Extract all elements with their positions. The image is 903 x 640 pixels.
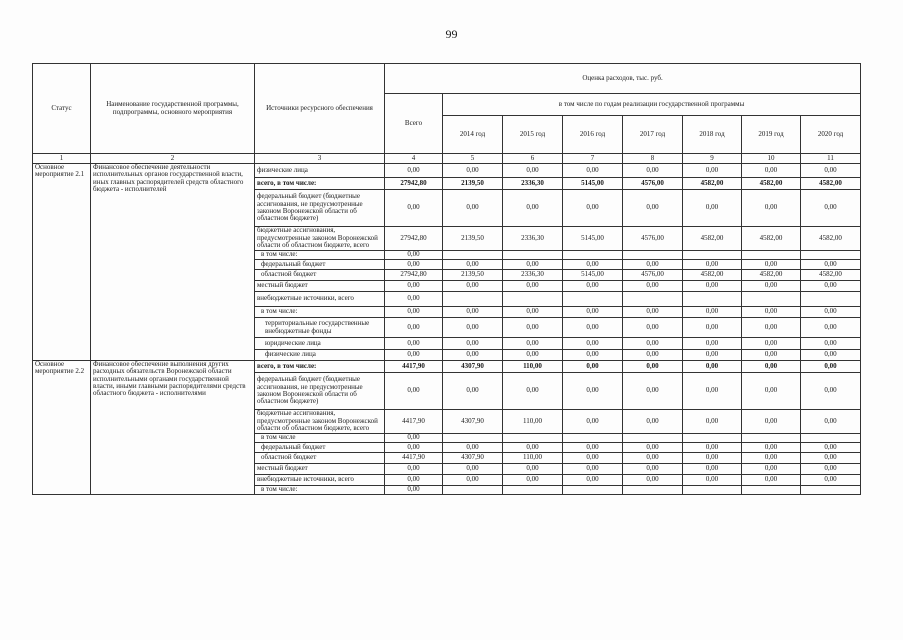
value-cell bbox=[683, 486, 742, 495]
value-cell: 0,00 bbox=[742, 443, 801, 453]
value-cell: 2336,30 bbox=[503, 178, 563, 190]
value-cell: 4582,00 bbox=[742, 270, 801, 281]
value-cell bbox=[683, 434, 742, 443]
column-number: 8 bbox=[623, 154, 683, 164]
header-name: Наименование государственной программы, подпрограммы, основного мероприятия bbox=[91, 64, 255, 154]
source-cell: территориальные государственные внебюджетные фонды bbox=[255, 318, 385, 338]
value-cell bbox=[623, 292, 683, 307]
value-cell: 0,00 bbox=[385, 373, 443, 410]
header-year: 2018 год bbox=[683, 116, 742, 154]
value-cell: 4417,90 bbox=[385, 361, 443, 373]
value-cell: 0,00 bbox=[503, 260, 563, 270]
value-cell: 0,00 bbox=[503, 164, 563, 178]
value-cell: 0,00 bbox=[801, 164, 861, 178]
value-cell: 0,00 bbox=[623, 307, 683, 318]
value-cell: 0,00 bbox=[385, 475, 443, 486]
value-cell bbox=[683, 292, 742, 307]
value-cell: 0,00 bbox=[742, 260, 801, 270]
source-cell: областной бюджет bbox=[255, 453, 385, 464]
source-cell: местный бюджет bbox=[255, 281, 385, 292]
value-cell: 4582,00 bbox=[683, 178, 742, 190]
value-cell bbox=[742, 434, 801, 443]
value-cell bbox=[443, 434, 503, 443]
header-year: 2014 год bbox=[443, 116, 503, 154]
value-cell: 0,00 bbox=[623, 164, 683, 178]
value-cell bbox=[623, 434, 683, 443]
value-cell: 2139,50 bbox=[443, 227, 503, 251]
value-cell: 4582,00 bbox=[742, 178, 801, 190]
value-cell: 4582,00 bbox=[742, 227, 801, 251]
value-cell: 4582,00 bbox=[801, 270, 861, 281]
value-cell: 0,00 bbox=[801, 281, 861, 292]
value-cell: 0,00 bbox=[443, 464, 503, 475]
value-cell: 0,00 bbox=[563, 464, 623, 475]
value-cell: 0,00 bbox=[503, 281, 563, 292]
budget-table bbox=[32, 63, 861, 495]
value-cell: 0,00 bbox=[563, 190, 623, 227]
value-cell: 0,00 bbox=[623, 338, 683, 350]
value-cell: 0,00 bbox=[742, 307, 801, 318]
value-cell: 0,00 bbox=[385, 307, 443, 318]
value-cell: 0,00 bbox=[443, 475, 503, 486]
value-cell: 0,00 bbox=[623, 318, 683, 338]
column-number-row bbox=[33, 154, 861, 164]
value-cell: 0,00 bbox=[801, 338, 861, 350]
value-cell: 0,00 bbox=[443, 318, 503, 338]
source-cell: бюджетные ассигнования, предусмотренные законом Воронежской области об областном бюджете, всего bbox=[255, 227, 385, 251]
column-number: 11 bbox=[801, 154, 861, 164]
source-cell: всего, в том числе: bbox=[255, 178, 385, 190]
value-cell: 0,00 bbox=[443, 260, 503, 270]
value-cell: 0,00 bbox=[623, 281, 683, 292]
source-cell: внебюджетные источники, всего bbox=[255, 292, 385, 307]
value-cell: 0,00 bbox=[563, 475, 623, 486]
header-year: 2020 год bbox=[801, 116, 861, 154]
value-cell: 110,00 bbox=[503, 453, 563, 464]
value-cell: 0,00 bbox=[683, 410, 742, 434]
value-cell: 27942,80 bbox=[385, 270, 443, 281]
value-cell: 0,00 bbox=[563, 443, 623, 453]
value-cell: 0,00 bbox=[683, 281, 742, 292]
source-cell: бюджетные ассигнования, предусмотренные законом Воронежской области об областном бюджете, всего bbox=[255, 410, 385, 434]
value-cell: 0,00 bbox=[623, 443, 683, 453]
value-cell: 0,00 bbox=[443, 281, 503, 292]
header-year: 2015 год bbox=[503, 116, 563, 154]
value-cell: 0,00 bbox=[385, 464, 443, 475]
value-cell: 0,00 bbox=[683, 453, 742, 464]
value-cell: 0,00 bbox=[742, 361, 801, 373]
source-cell: всего, в том числе: bbox=[255, 361, 385, 373]
column-number: 3 bbox=[255, 154, 385, 164]
value-cell bbox=[563, 486, 623, 495]
value-cell: 0,00 bbox=[503, 318, 563, 338]
value-cell bbox=[443, 486, 503, 495]
value-cell: 0,00 bbox=[563, 350, 623, 361]
table-row bbox=[33, 361, 861, 373]
column-number: 9 bbox=[683, 154, 742, 164]
source-cell: физические лица bbox=[255, 350, 385, 361]
value-cell bbox=[563, 292, 623, 307]
value-cell: 0,00 bbox=[385, 338, 443, 350]
value-cell: 0,00 bbox=[443, 350, 503, 361]
value-cell bbox=[503, 292, 563, 307]
value-cell bbox=[742, 292, 801, 307]
value-cell: 0,00 bbox=[385, 318, 443, 338]
value-cell: 0,00 bbox=[385, 251, 443, 260]
value-cell: 0,00 bbox=[742, 475, 801, 486]
value-cell: 0,00 bbox=[503, 475, 563, 486]
value-cell: 0,00 bbox=[623, 373, 683, 410]
source-cell: областной бюджет bbox=[255, 270, 385, 281]
value-cell: 4576,00 bbox=[623, 178, 683, 190]
value-cell bbox=[742, 486, 801, 495]
value-cell: 0,00 bbox=[563, 361, 623, 373]
value-cell: 0,00 bbox=[623, 453, 683, 464]
value-cell bbox=[623, 486, 683, 495]
value-cell: 0,00 bbox=[801, 453, 861, 464]
value-cell: 0,00 bbox=[623, 190, 683, 227]
value-cell: 0,00 bbox=[563, 373, 623, 410]
value-cell: 0,00 bbox=[443, 190, 503, 227]
value-cell: 0,00 bbox=[742, 164, 801, 178]
column-number: 5 bbox=[443, 154, 503, 164]
value-cell bbox=[443, 292, 503, 307]
value-cell: 0,00 bbox=[443, 307, 503, 318]
value-cell: 0,00 bbox=[683, 318, 742, 338]
value-cell bbox=[443, 251, 503, 260]
value-cell: 0,00 bbox=[503, 350, 563, 361]
value-cell: 4582,00 bbox=[683, 270, 742, 281]
value-cell: 0,00 bbox=[742, 453, 801, 464]
page-number: 99 bbox=[445, 27, 458, 41]
value-cell: 0,00 bbox=[683, 338, 742, 350]
value-cell: 4417,90 bbox=[385, 410, 443, 434]
source-cell: в том числе: bbox=[255, 307, 385, 318]
column-number: 4 bbox=[385, 154, 443, 164]
value-cell: 0,00 bbox=[563, 260, 623, 270]
value-cell: 0,00 bbox=[801, 350, 861, 361]
value-cell bbox=[503, 434, 563, 443]
value-cell bbox=[801, 292, 861, 307]
value-cell: 0,00 bbox=[742, 190, 801, 227]
column-number: 1 bbox=[33, 154, 91, 164]
value-cell bbox=[623, 251, 683, 260]
value-cell: 0,00 bbox=[563, 410, 623, 434]
value-cell: 0,00 bbox=[623, 350, 683, 361]
value-cell: 0,00 bbox=[683, 443, 742, 453]
value-cell: 4307,90 bbox=[443, 453, 503, 464]
value-cell: 0,00 bbox=[801, 464, 861, 475]
value-cell: 4417,90 bbox=[385, 453, 443, 464]
value-cell: 0,00 bbox=[443, 164, 503, 178]
value-cell: 0,00 bbox=[623, 410, 683, 434]
source-cell: в том числе: bbox=[255, 486, 385, 495]
value-cell: 27942,80 bbox=[385, 178, 443, 190]
value-cell: 0,00 bbox=[443, 373, 503, 410]
column-number: 6 bbox=[503, 154, 563, 164]
value-cell: 0,00 bbox=[801, 443, 861, 453]
event-status: Основное мероприятие 2.2 bbox=[33, 361, 91, 495]
value-cell: 0,00 bbox=[563, 453, 623, 464]
value-cell: 4582,00 bbox=[801, 178, 861, 190]
value-cell: 0,00 bbox=[742, 281, 801, 292]
value-cell: 110,00 bbox=[503, 410, 563, 434]
value-cell: 2336,30 bbox=[503, 270, 563, 281]
value-cell: 4582,00 bbox=[683, 227, 742, 251]
value-cell: 0,00 bbox=[503, 464, 563, 475]
value-cell: 0,00 bbox=[742, 373, 801, 410]
value-cell: 0,00 bbox=[742, 318, 801, 338]
header-year: 2019 год bbox=[742, 116, 801, 154]
value-cell: 0,00 bbox=[623, 260, 683, 270]
value-cell: 0,00 bbox=[683, 190, 742, 227]
value-cell: 0,00 bbox=[385, 164, 443, 178]
value-cell: 0,00 bbox=[742, 410, 801, 434]
value-cell bbox=[801, 486, 861, 495]
header-year: 2016 год bbox=[563, 116, 623, 154]
value-cell bbox=[742, 251, 801, 260]
value-cell: 0,00 bbox=[385, 281, 443, 292]
value-cell: 27942,80 bbox=[385, 227, 443, 251]
value-cell: 0,00 bbox=[385, 350, 443, 361]
value-cell: 110,00 bbox=[503, 361, 563, 373]
source-cell: федеральный бюджет (бюджетные ассигнования, не предусмотренные законом Воронежской области об областном бюджете) bbox=[255, 373, 385, 410]
value-cell bbox=[503, 486, 563, 495]
value-cell: 0,00 bbox=[623, 361, 683, 373]
value-cell: 0,00 bbox=[742, 350, 801, 361]
value-cell: 0,00 bbox=[563, 338, 623, 350]
value-cell: 0,00 bbox=[443, 443, 503, 453]
value-cell: 0,00 bbox=[683, 307, 742, 318]
value-cell bbox=[801, 251, 861, 260]
source-cell: в том числе: bbox=[255, 251, 385, 260]
value-cell: 0,00 bbox=[563, 307, 623, 318]
value-cell bbox=[563, 434, 623, 443]
header-status: Статус bbox=[33, 64, 91, 154]
value-cell: 0,00 bbox=[801, 410, 861, 434]
source-cell: федеральный бюджет bbox=[255, 443, 385, 453]
value-cell: 2336,30 bbox=[503, 227, 563, 251]
value-cell: 0,00 bbox=[742, 338, 801, 350]
value-cell: 0,00 bbox=[801, 475, 861, 486]
source-cell: юридические лица bbox=[255, 338, 385, 350]
value-cell: 5145,00 bbox=[563, 227, 623, 251]
value-cell: 5145,00 bbox=[563, 178, 623, 190]
table-row bbox=[33, 164, 861, 178]
source-cell: федеральный бюджет bbox=[255, 260, 385, 270]
value-cell: 0,00 bbox=[683, 350, 742, 361]
source-cell: местный бюджет bbox=[255, 464, 385, 475]
source-cell: внебюджетные источники, всего bbox=[255, 475, 385, 486]
column-number: 7 bbox=[563, 154, 623, 164]
value-cell: 0,00 bbox=[503, 373, 563, 410]
value-cell: 4307,90 bbox=[443, 410, 503, 434]
value-cell: 4576,00 bbox=[623, 227, 683, 251]
column-number: 2 bbox=[91, 154, 255, 164]
value-cell: 0,00 bbox=[801, 190, 861, 227]
value-cell: 0,00 bbox=[385, 190, 443, 227]
value-cell: 0,00 bbox=[563, 318, 623, 338]
value-cell: 0,00 bbox=[801, 318, 861, 338]
event-name: Финансовое обеспечение выполнения других расходных обязательств Воронежской области исполнительными органами государственной власти, иными главными распорядителями средств областного бюджета - исполнителями bbox=[91, 361, 255, 495]
value-cell: 2139,50 bbox=[443, 178, 503, 190]
value-cell: 0,00 bbox=[563, 281, 623, 292]
value-cell: 4576,00 bbox=[623, 270, 683, 281]
value-cell: 0,00 bbox=[385, 260, 443, 270]
value-cell: 0,00 bbox=[801, 260, 861, 270]
value-cell: 0,00 bbox=[801, 361, 861, 373]
header-estimate: Оценка расходов, тыс. руб. bbox=[385, 64, 861, 94]
value-cell: 5145,00 bbox=[563, 270, 623, 281]
header-year: 2017 год bbox=[623, 116, 683, 154]
value-cell: 0,00 bbox=[683, 164, 742, 178]
value-cell: 0,00 bbox=[683, 475, 742, 486]
value-cell bbox=[801, 434, 861, 443]
value-cell: 0,00 bbox=[385, 434, 443, 443]
source-cell: федеральный бюджет (бюджетные ассигнования, не предусмотренные законом Воронежской области об областном бюджете) bbox=[255, 190, 385, 227]
value-cell: 0,00 bbox=[503, 190, 563, 227]
value-cell: 0,00 bbox=[623, 475, 683, 486]
value-cell: 0,00 bbox=[503, 307, 563, 318]
header-sources: Источники ресурсного обеспечения bbox=[255, 64, 385, 154]
value-cell: 0,00 bbox=[742, 464, 801, 475]
value-cell bbox=[503, 251, 563, 260]
value-cell: 4582,00 bbox=[801, 227, 861, 251]
value-cell: 0,00 bbox=[385, 486, 443, 495]
value-cell: 0,00 bbox=[683, 464, 742, 475]
event-status: Основное мероприятие 2.1 bbox=[33, 164, 91, 361]
value-cell: 0,00 bbox=[623, 464, 683, 475]
value-cell: 0,00 bbox=[443, 338, 503, 350]
source-cell: физические лица bbox=[255, 164, 385, 178]
value-cell: 0,00 bbox=[683, 361, 742, 373]
source-cell: в том числе bbox=[255, 434, 385, 443]
header-total: Всего bbox=[385, 94, 443, 154]
value-cell: 4307,90 bbox=[443, 361, 503, 373]
value-cell: 0,00 bbox=[801, 373, 861, 410]
value-cell: 0,00 bbox=[385, 443, 443, 453]
value-cell: 2139,50 bbox=[443, 270, 503, 281]
value-cell: 0,00 bbox=[683, 260, 742, 270]
header-by-years: в том числе по годам реализации государственной программы bbox=[443, 94, 861, 116]
value-cell: 0,00 bbox=[563, 164, 623, 178]
value-cell: 0,00 bbox=[503, 443, 563, 453]
value-cell: 0,00 bbox=[503, 338, 563, 350]
value-cell: 0,00 bbox=[801, 307, 861, 318]
column-number: 10 bbox=[742, 154, 801, 164]
value-cell bbox=[563, 251, 623, 260]
value-cell: 0,00 bbox=[385, 292, 443, 307]
value-cell: 0,00 bbox=[683, 373, 742, 410]
event-name: Финансовое обеспечение деятельности исполнительных органов государственной власти, иных главных распорядителей средств областного бюджета - исполнителей bbox=[91, 164, 255, 361]
value-cell bbox=[683, 251, 742, 260]
